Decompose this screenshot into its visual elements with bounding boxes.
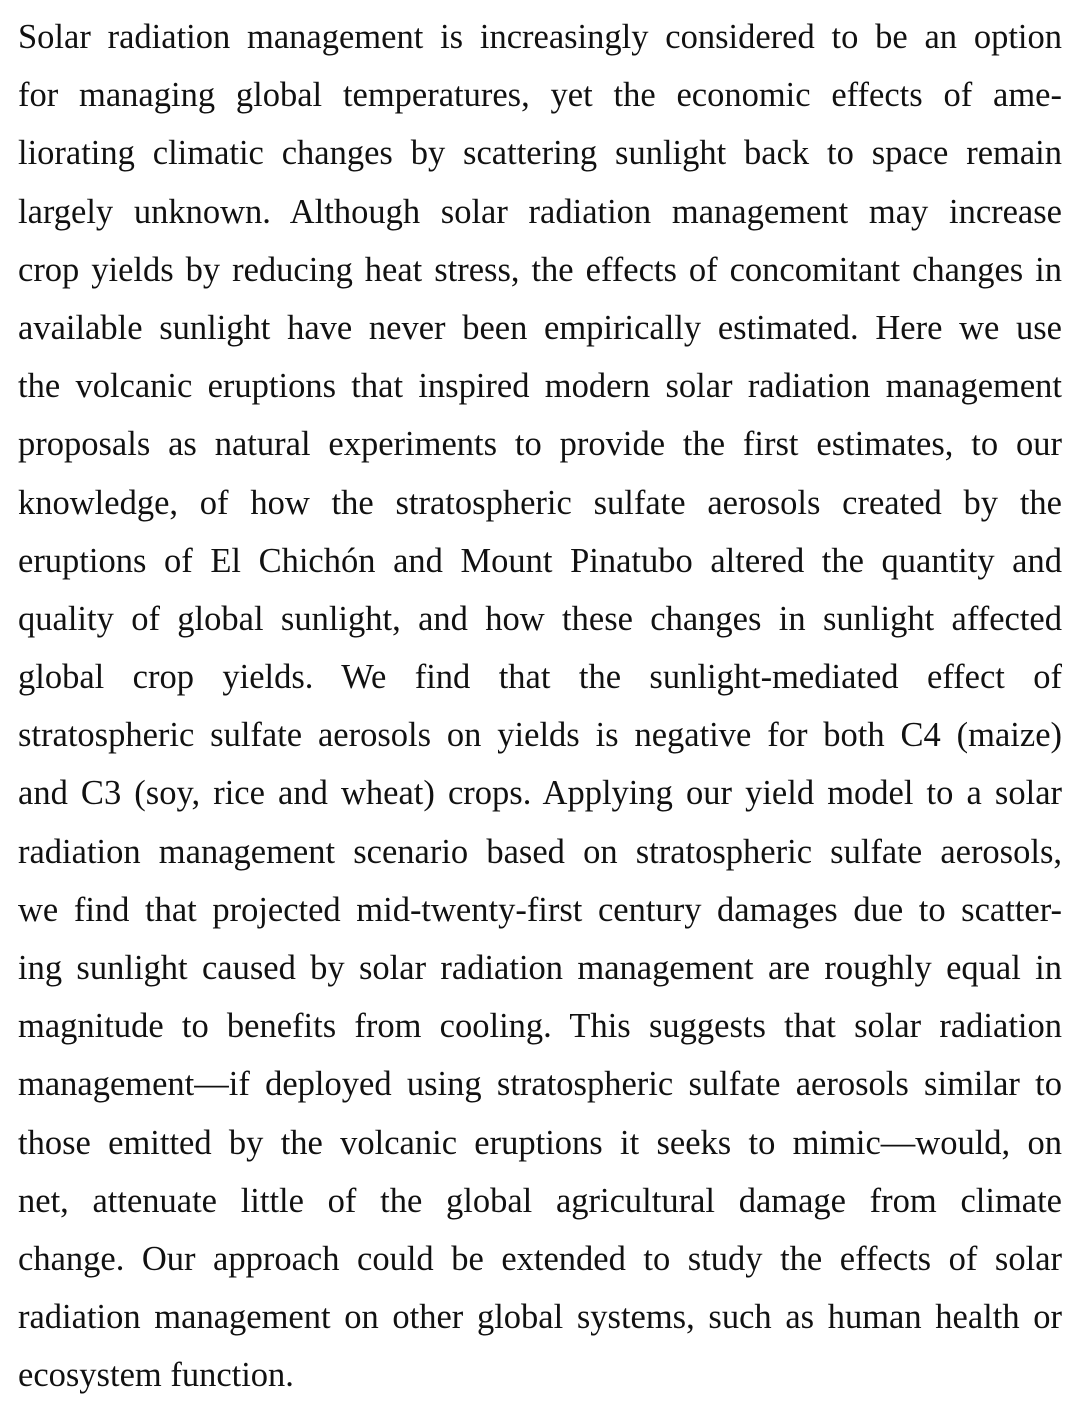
abstract-line: we find that projected mid-twenty-first century damages due to scatter- xyxy=(18,890,1062,929)
abstract-line: magnitude to benefits from cooling. This suggests that solar radiation xyxy=(18,1007,1062,1046)
abstract-line: ecosystem function. xyxy=(18,1356,294,1395)
abstract-line: management—if deployed using stratospheric sulfate aerosols similar to xyxy=(18,1065,1062,1104)
abstract-line: for managing global temperatures, yet the economic effects of ame- xyxy=(18,76,1062,115)
abstract-line: those emitted by the volcanic eruptions it seeks to mimic—would, on xyxy=(18,1123,1062,1162)
abstract-line: radiation management on other global systems, such as human health or xyxy=(18,1298,1062,1337)
abstract-line: knowledge, of how the stratospheric sulfate aerosols created by the xyxy=(18,483,1062,522)
abstract-line: net, attenuate little of the global agricultural damage from climate xyxy=(18,1181,1062,1220)
abstract-line: Solar radiation management is increasingly considered to be an option xyxy=(18,18,1062,56)
abstract-line: change. Our approach could be extended to study the effects of solar xyxy=(18,1239,1062,1278)
abstract-line: proposals as natural experiments to provide the first estimates, to our xyxy=(18,425,1062,464)
abstract-line: and C3 (soy, rice and wheat) crops. Applying our yield model to a solar xyxy=(18,774,1062,813)
abstract-line: global crop yields. We find that the sunlight-mediated effect of xyxy=(18,658,1062,697)
abstract-line: ing sunlight caused by solar radiation management are roughly equal in xyxy=(18,949,1062,987)
abstract-line: the volcanic eruptions that inspired modern solar radiation management xyxy=(18,367,1062,406)
abstract-paragraph xyxy=(18,8,1062,1405)
abstract-line: eruptions of El Chichón and Mount Pinatubo altered the quantity and xyxy=(18,541,1062,580)
abstract-line: crop yields by reducing heat stress, the effects of concomitant changes in xyxy=(18,250,1062,289)
abstract-line: stratospheric sulfate aerosols on yields is negative for both C4 (maize) xyxy=(18,716,1062,755)
abstract-line: liorating climatic changes by scattering sunlight back to space remain xyxy=(18,134,1062,173)
abstract-line: quality of global sunlight, and how these changes in sunlight affected xyxy=(18,599,1062,638)
abstract-line: largely unknown. Although solar radiation management may increase xyxy=(18,192,1062,231)
abstract-line: radiation management scenario based on stratospheric sulfate aerosols, xyxy=(18,832,1062,871)
abstract-line: available sunlight have never been empirically estimated. Here we use xyxy=(18,308,1062,347)
